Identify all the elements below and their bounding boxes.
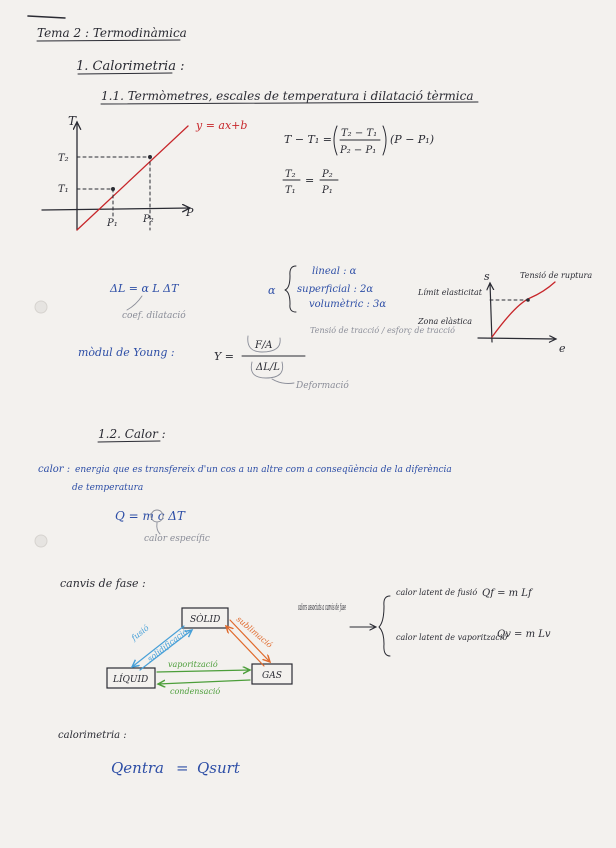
- graph1-point-1: [111, 187, 115, 191]
- graph2-limit-label: Límit elasticitat: [418, 288, 482, 297]
- solidificacio-label: solidificació: [145, 626, 190, 664]
- young-Y: Y =: [214, 350, 234, 363]
- graph2-y-label: s: [484, 270, 490, 283]
- coef-note: coef. dilatació: [122, 311, 186, 321]
- Qf-formula: Qf = m Lf: [482, 588, 532, 599]
- graph1-x-axis: [42, 208, 190, 210]
- vaporitzacio-label: vaporització: [168, 660, 218, 669]
- alpha-lineal: lineal : α: [312, 266, 357, 277]
- calor-def-line-2: de temperatura: [72, 483, 144, 493]
- page-title: Tema 2 : Termodinàmica: [37, 26, 187, 40]
- canvis-label: canvis de fase :: [60, 577, 146, 590]
- subsection-1-1-heading: 1.1. Termòmetres, escales de temperatura i dilatació tèrmica: [101, 89, 474, 103]
- ratio-left-den: T₁: [285, 185, 296, 196]
- graph2-limit-point: [526, 298, 530, 302]
- formula1-numerator: T₂ − T₁: [341, 128, 378, 139]
- phase-change-diagram: [60, 577, 551, 696]
- latent-fusio-label: calor latent de fusió: [396, 588, 478, 597]
- subsection-1-2-underline: [98, 441, 160, 442]
- graph1-T2-label: T₂: [58, 153, 69, 164]
- sublimacio-label: sublimació: [234, 614, 274, 650]
- stress-strain-graph: [417, 270, 592, 355]
- equation-right: Qsurt: [197, 759, 240, 777]
- top-scribble: [28, 16, 65, 18]
- graph1-point-2: [148, 155, 152, 159]
- interpolation-formulas: [283, 126, 434, 196]
- young-modulus-block: [78, 326, 455, 391]
- subsection-1-2-heading: 1.2. Calor :: [98, 427, 166, 441]
- equation-left: Qentra: [111, 759, 164, 777]
- solid-label: SÒLID: [190, 615, 221, 625]
- Qv-formula: Qv = m Lv: [497, 629, 551, 640]
- formula1-left: T − T₁ =: [284, 133, 333, 146]
- alpha-volumetric: volumètric : 3α: [309, 299, 387, 310]
- young-deform-pointer: [272, 379, 294, 384]
- c-pointer: [157, 523, 160, 534]
- graph1-T1-label: T₁: [58, 184, 69, 195]
- formula1-paren-open: [334, 126, 337, 155]
- graph2-x-label: e: [559, 342, 566, 355]
- arrow-vaporitzacio: [157, 670, 250, 672]
- graph1-x-label: P: [186, 206, 194, 219]
- calorimetry-block: [58, 730, 241, 777]
- ratio-right-den: P₁: [322, 185, 333, 196]
- ratio-eq: =: [305, 174, 315, 187]
- calorimetria-label: calorimetria :: [58, 730, 127, 741]
- calor-def-label: calor :: [38, 464, 71, 475]
- fusio-label: fusió: [129, 623, 151, 643]
- formula1-paren-close: [383, 126, 386, 155]
- calors-brace: [379, 596, 390, 656]
- graph1-y-label: T: [68, 114, 77, 128]
- graph2-zone-label: Zona elàstica: [418, 317, 473, 326]
- arrow-condensacio: [158, 680, 250, 684]
- alpha-symbol: α: [268, 284, 276, 297]
- graph1-P2-label: P₂: [143, 214, 154, 225]
- condensacio-label: condensació: [170, 687, 221, 696]
- dilatation-formula: ΔL = α L ΔT: [110, 282, 179, 295]
- heat-formula: Q = m c ΔT: [115, 509, 185, 523]
- alpha-superficial: superficial : 2α: [297, 284, 374, 295]
- young-label: mòdul de Young :: [78, 346, 175, 359]
- graph1-P1-label: P₁: [107, 218, 118, 229]
- coef-pointer: [127, 296, 142, 310]
- latent-vap-label: calor latent de vaporització: [396, 633, 508, 642]
- formula1-right: (P − P₁): [390, 133, 435, 146]
- alpha-brace: [285, 266, 296, 312]
- young-num: F/A: [255, 340, 273, 351]
- ratio-right-num: P₂: [322, 169, 333, 180]
- graph2-y-axis: [490, 283, 492, 342]
- liquid-label: LÍQUID: [113, 675, 149, 685]
- calor-def-line-1: energia que es transfereix d'un cos a un altre com a conseqüència de la diferència: [75, 465, 452, 475]
- graph1-line: [77, 126, 188, 230]
- ratio-left-num: T₂: [285, 169, 296, 180]
- section-1-heading: 1. Calorimetria :: [76, 59, 185, 74]
- c-note: calor específic: [144, 534, 210, 544]
- graph1-line-label: y = ax+b: [196, 119, 248, 132]
- young-tension-note: Tensió de tracció / esforç de tracció: [310, 326, 455, 335]
- formula1-denominator: P₂ − P₁: [340, 145, 377, 156]
- calor-block: [38, 427, 452, 544]
- title-underline: [37, 40, 180, 41]
- graph2-curve: [492, 282, 555, 337]
- punch-hole-top: [35, 301, 47, 313]
- dilatation-block: [109, 266, 386, 321]
- equation-eq: =: [176, 759, 189, 777]
- temperature-pressure-graph: [42, 114, 247, 230]
- graph2-x-axis: [478, 338, 556, 339]
- gas-label: GAS: [262, 671, 282, 681]
- young-deform-note: Deformació: [296, 381, 349, 391]
- young-den: ΔL/L: [256, 362, 280, 373]
- punch-hole-bottom: [35, 535, 47, 547]
- calors-associats-label: calors associats a canvis de fase: [298, 603, 346, 613]
- graph2-rupture-label: Tensió de ruptura: [520, 271, 593, 280]
